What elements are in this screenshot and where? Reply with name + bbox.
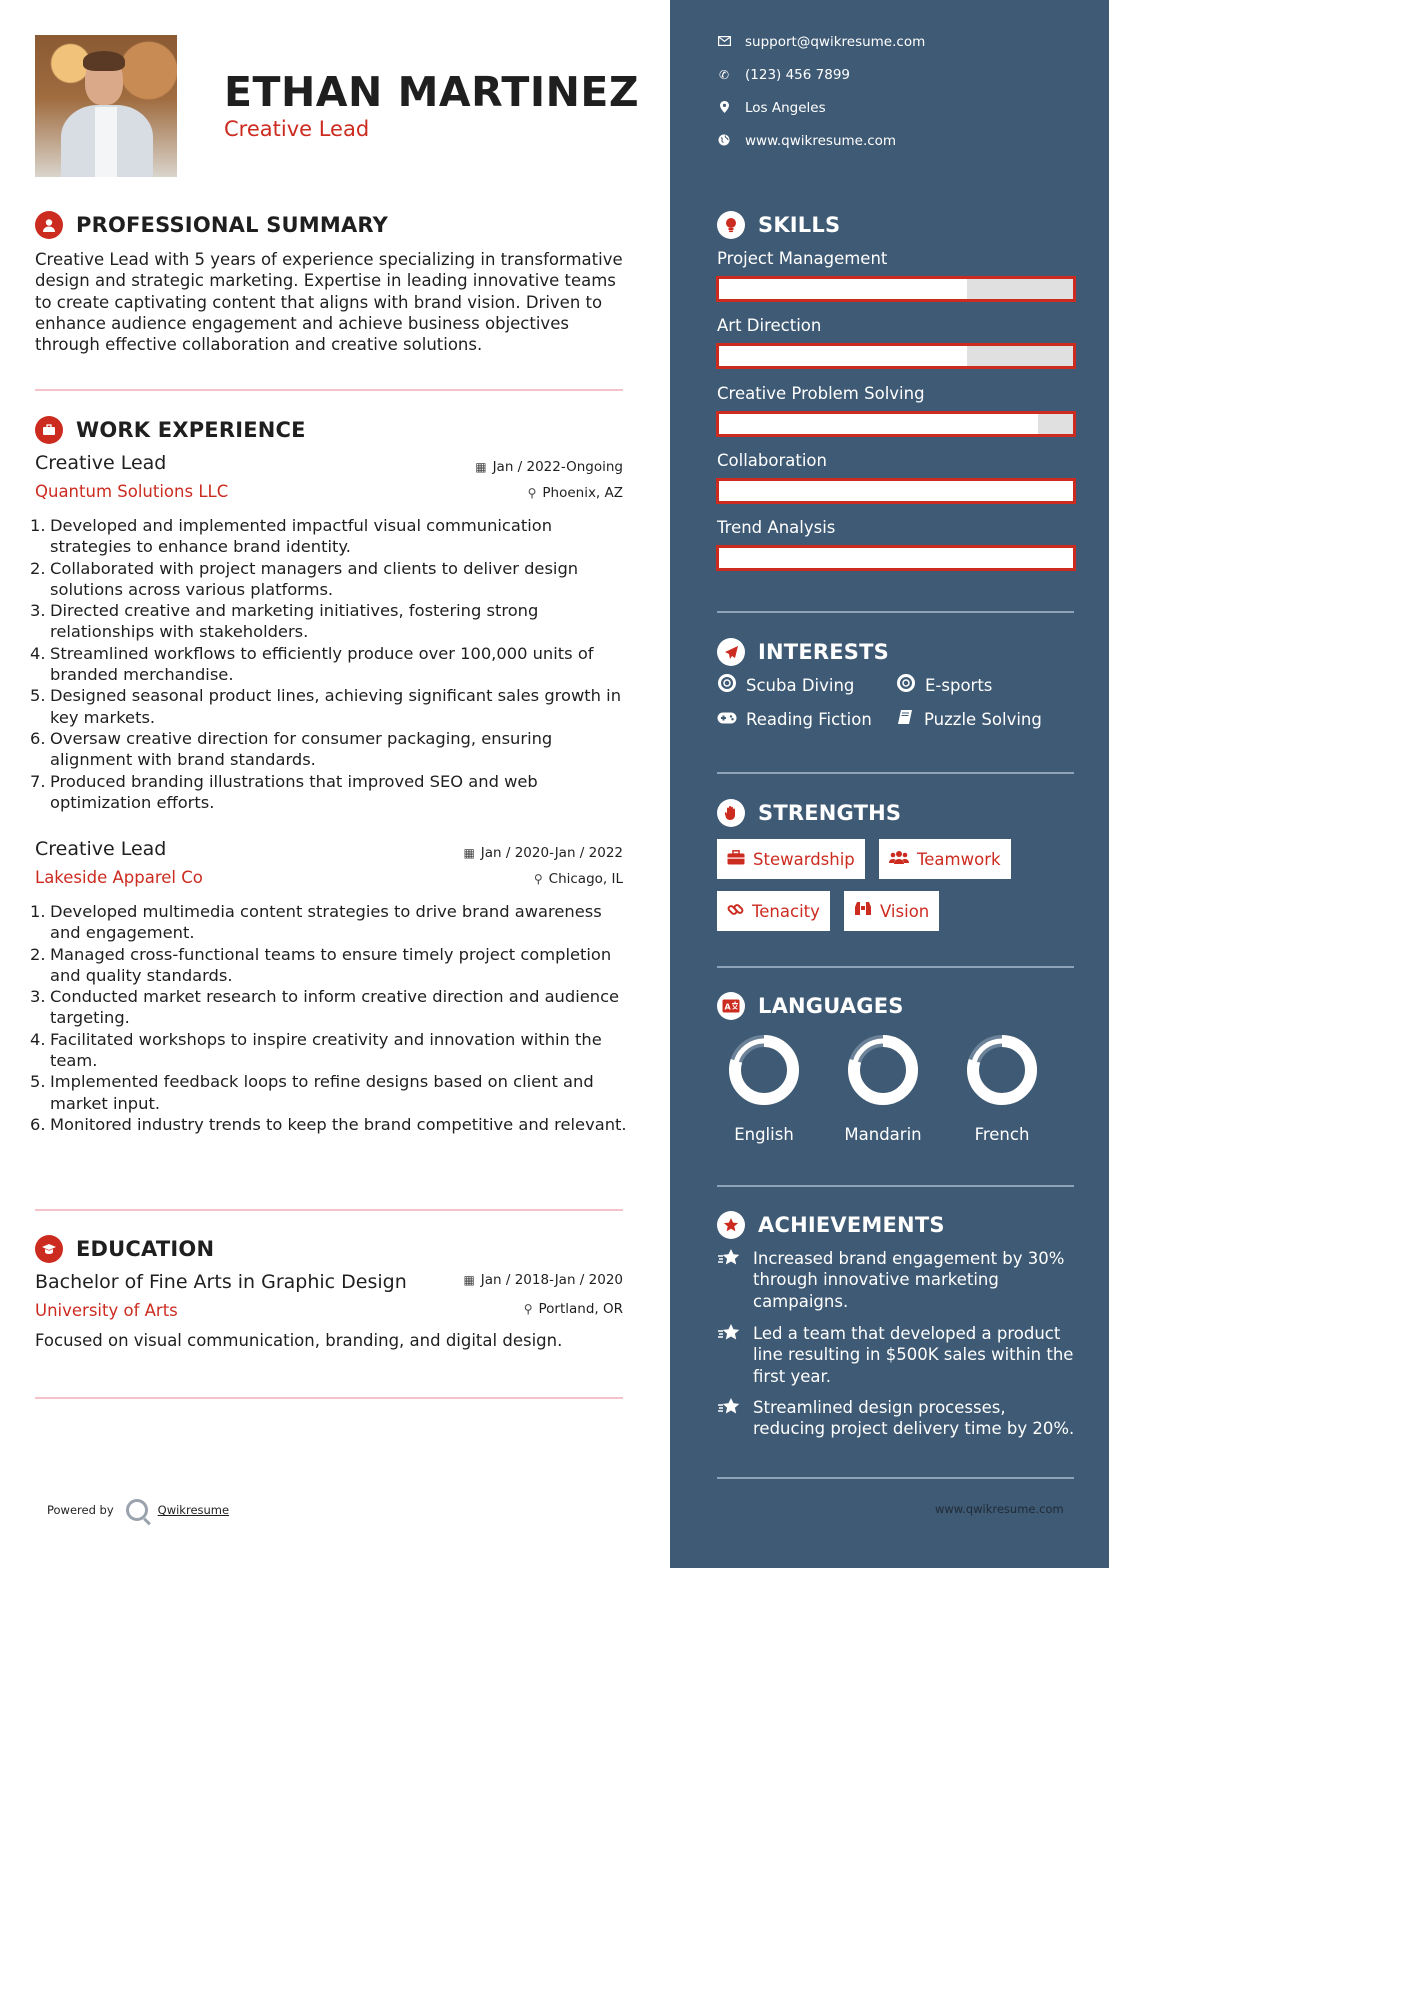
list-item: 5. Designed seasonal product lines, achieving significant sales growth in key markets. [30,686,622,727]
section-title-languages: A LANGUAGES [717,992,904,1020]
list-item: 5. Implemented feedback loops to refine designs based on client and market input. [30,1072,594,1113]
skill-bar [716,411,1076,437]
language-item [942,1033,1062,1144]
strength-badge: Teamwork [879,839,1011,879]
interest-item: E-sports [896,674,992,697]
job-location: ⚲ Chicago, IL [533,871,623,887]
education-description: Focused on visual communication, branding, and digital design. [35,1331,563,1350]
achievement-item: Increased brand engagement by 30% through innovative marketing campaigns. [717,1248,1077,1312]
achievement-item: Streamlined design processes, reducing project delivery time by 20%. [717,1397,1077,1440]
list-item: 3. Directed creative and marketing initiatives, fostering strong relationships with stakeholders. [30,601,539,642]
section-title-achievements: ACHIEVEMENTS [717,1211,945,1239]
user-icon [35,211,63,239]
skill-bar [716,276,1076,302]
star-icon [717,1397,743,1440]
job-bullets [30,515,630,813]
contact-phone[interactable]: ✆ (123) 456 7899 [718,67,851,83]
interest-item: Puzzle Solving [895,709,1042,730]
contact-website[interactable]: www.qwikresume.com [717,133,896,149]
divider [717,1185,1074,1187]
pin-icon: ⚲ [523,1302,533,1316]
qwikresume-logo-icon [126,1499,148,1521]
divider [717,1477,1074,1479]
divider [717,772,1074,774]
summary-text: Creative Lead with 5 years of experience specializing in transformative design and strategic marketing. Expertise in leading innovative teams to create captivating content that aligns with brand vision. Driven to enhance audience engagement and achieve business objectives through effective collaboration and creative solutions. [35,250,623,355]
contact-email[interactable]: support@qwikresume.com [717,34,925,50]
phone-icon: ✆ [718,68,730,82]
school-name: University of Arts [35,1301,178,1320]
pin-icon: ⚲ [533,872,543,886]
section-title-strengths: STRENGTHS [717,799,901,827]
life-ring-icon [717,674,737,697]
skill-bar [716,545,1076,571]
degree-title: Bachelor of Fine Arts in Graphic Design [35,1271,407,1293]
contact-location: Los Angeles [717,100,826,116]
job-bullets [30,901,630,1135]
job-title: Creative Lead [35,838,167,860]
divider [35,1209,623,1211]
list-item: 6. Monitored industry trends to keep the brand competitive and relevant. [30,1114,627,1134]
hand-icon [717,799,745,827]
skill-bar [716,343,1076,369]
life-ring-icon [896,674,916,697]
section-title-skills: SKILLS [717,211,840,239]
section-title-interests: INTERESTS [717,638,889,666]
users-icon [889,850,909,869]
binoculars-icon [854,901,872,921]
strength-badge: Tenacity [717,891,830,931]
main-column [0,0,670,1568]
candidate-role: Creative Lead [224,117,370,141]
job-date: ▦ Jan / 2022-Ongoing [475,459,623,475]
interest-item: Scuba Diving [717,674,854,697]
list-item: 4. Streamlined workflows to efficiently produce over 100,000 units of branded merchandise. [30,643,594,685]
briefcase-icon [35,416,63,444]
skill-label: Collaboration [717,451,827,470]
strength-badge: Stewardship [717,839,865,879]
divider [717,611,1074,613]
profile-photo [35,35,177,177]
pin-icon: ⚲ [527,486,537,500]
divider [717,966,1074,968]
language-item [823,1033,943,1144]
graduation-icon [35,1235,63,1263]
skill-label: Creative Problem Solving [717,384,925,403]
list-item: 7. Produced branding illustrations that improved SEO and web optimization efforts. [30,771,538,812]
section-title-education: EDUCATION [35,1235,214,1263]
calendar-icon: ▦ [463,846,475,860]
skill-label: Trend Analysis [717,518,836,537]
language-ring [846,1033,920,1107]
calendar-icon: ▦ [475,460,487,474]
link-icon [727,901,744,922]
envelope-icon [717,35,731,49]
language-ring [965,1033,1039,1107]
section-title-summary: PROFESSIONAL SUMMARY [35,211,388,239]
brand-link[interactable]: Qwikresume [157,1503,230,1517]
divider [35,1397,623,1399]
skill-label: Art Direction [717,316,822,335]
list-item: 2. Collaborated with project managers and clients to deliver design solutions across various platforms. [30,558,579,599]
globe-icon [717,134,731,149]
list-item: 4. Facilitated workshops to inspire creativity and innovation within the team. [30,1029,602,1071]
strength-badge: Vision [844,891,939,931]
briefcase-icon [727,850,745,869]
job-company: Lakeside Apparel Co [35,868,203,887]
job-location: ⚲ Phoenix, AZ [527,485,623,501]
calendar-icon: ▦ [463,1273,475,1287]
education-date: ▦ Jan / 2018-Jan / 2020 [463,1272,623,1288]
list-item: 1. Developed and implemented impactful visual communication strategies to enhance brand identity. [30,516,553,557]
skill-label: Project Management [717,249,888,268]
skill-bar [716,478,1076,504]
language-ring [727,1033,801,1107]
star-icon [717,1248,743,1312]
job-date: ▦ Jan / 2020-Jan / 2022 [463,845,623,861]
svg-text:A: A [724,1002,731,1012]
paper-plane-icon [717,638,745,666]
gamepad-icon [717,709,737,729]
list-item: 6. Oversaw creative direction for consumer packaging, ensuring alignment with brand standards. [30,728,553,770]
achievement-item: Led a team that developed a product line resulting in $500K sales within the first year. [717,1323,1077,1387]
divider [35,389,623,391]
language-icon [717,992,745,1020]
list-item: 1. Developed multimedia content strategies to drive brand awareness and engagement. [30,902,602,943]
list-item: 3. Conducted market research to inform creative direction and audience targeting. [30,987,620,1028]
job-title: Creative Lead [35,452,167,474]
language-label: French [974,1125,1030,1144]
sidebar [670,0,1109,1568]
powered-by: Powered by Qwikresume [47,1499,229,1521]
candidate-name: ETHAN MARTINEZ [224,68,640,116]
education-location: ⚲ Portland, OR [523,1301,623,1317]
list-item: 2. Managed cross-functional teams to ensure timely project completion and quality standards. [30,944,612,985]
lightbulb-icon [717,211,745,239]
language-item [704,1033,824,1144]
section-title-experience: WORK EXPERIENCE [35,416,306,444]
map-marker-icon [717,101,731,116]
star-icon [717,1211,745,1239]
language-label: English [734,1125,794,1144]
footer-website[interactable]: www.qwikresume.com [935,1502,1064,1516]
job-company: Quantum Solutions LLC [35,482,229,501]
star-icon [717,1323,743,1387]
language-label: Mandarin [844,1125,922,1144]
interest-item: Reading Fiction [717,709,872,729]
book-icon [895,709,915,730]
